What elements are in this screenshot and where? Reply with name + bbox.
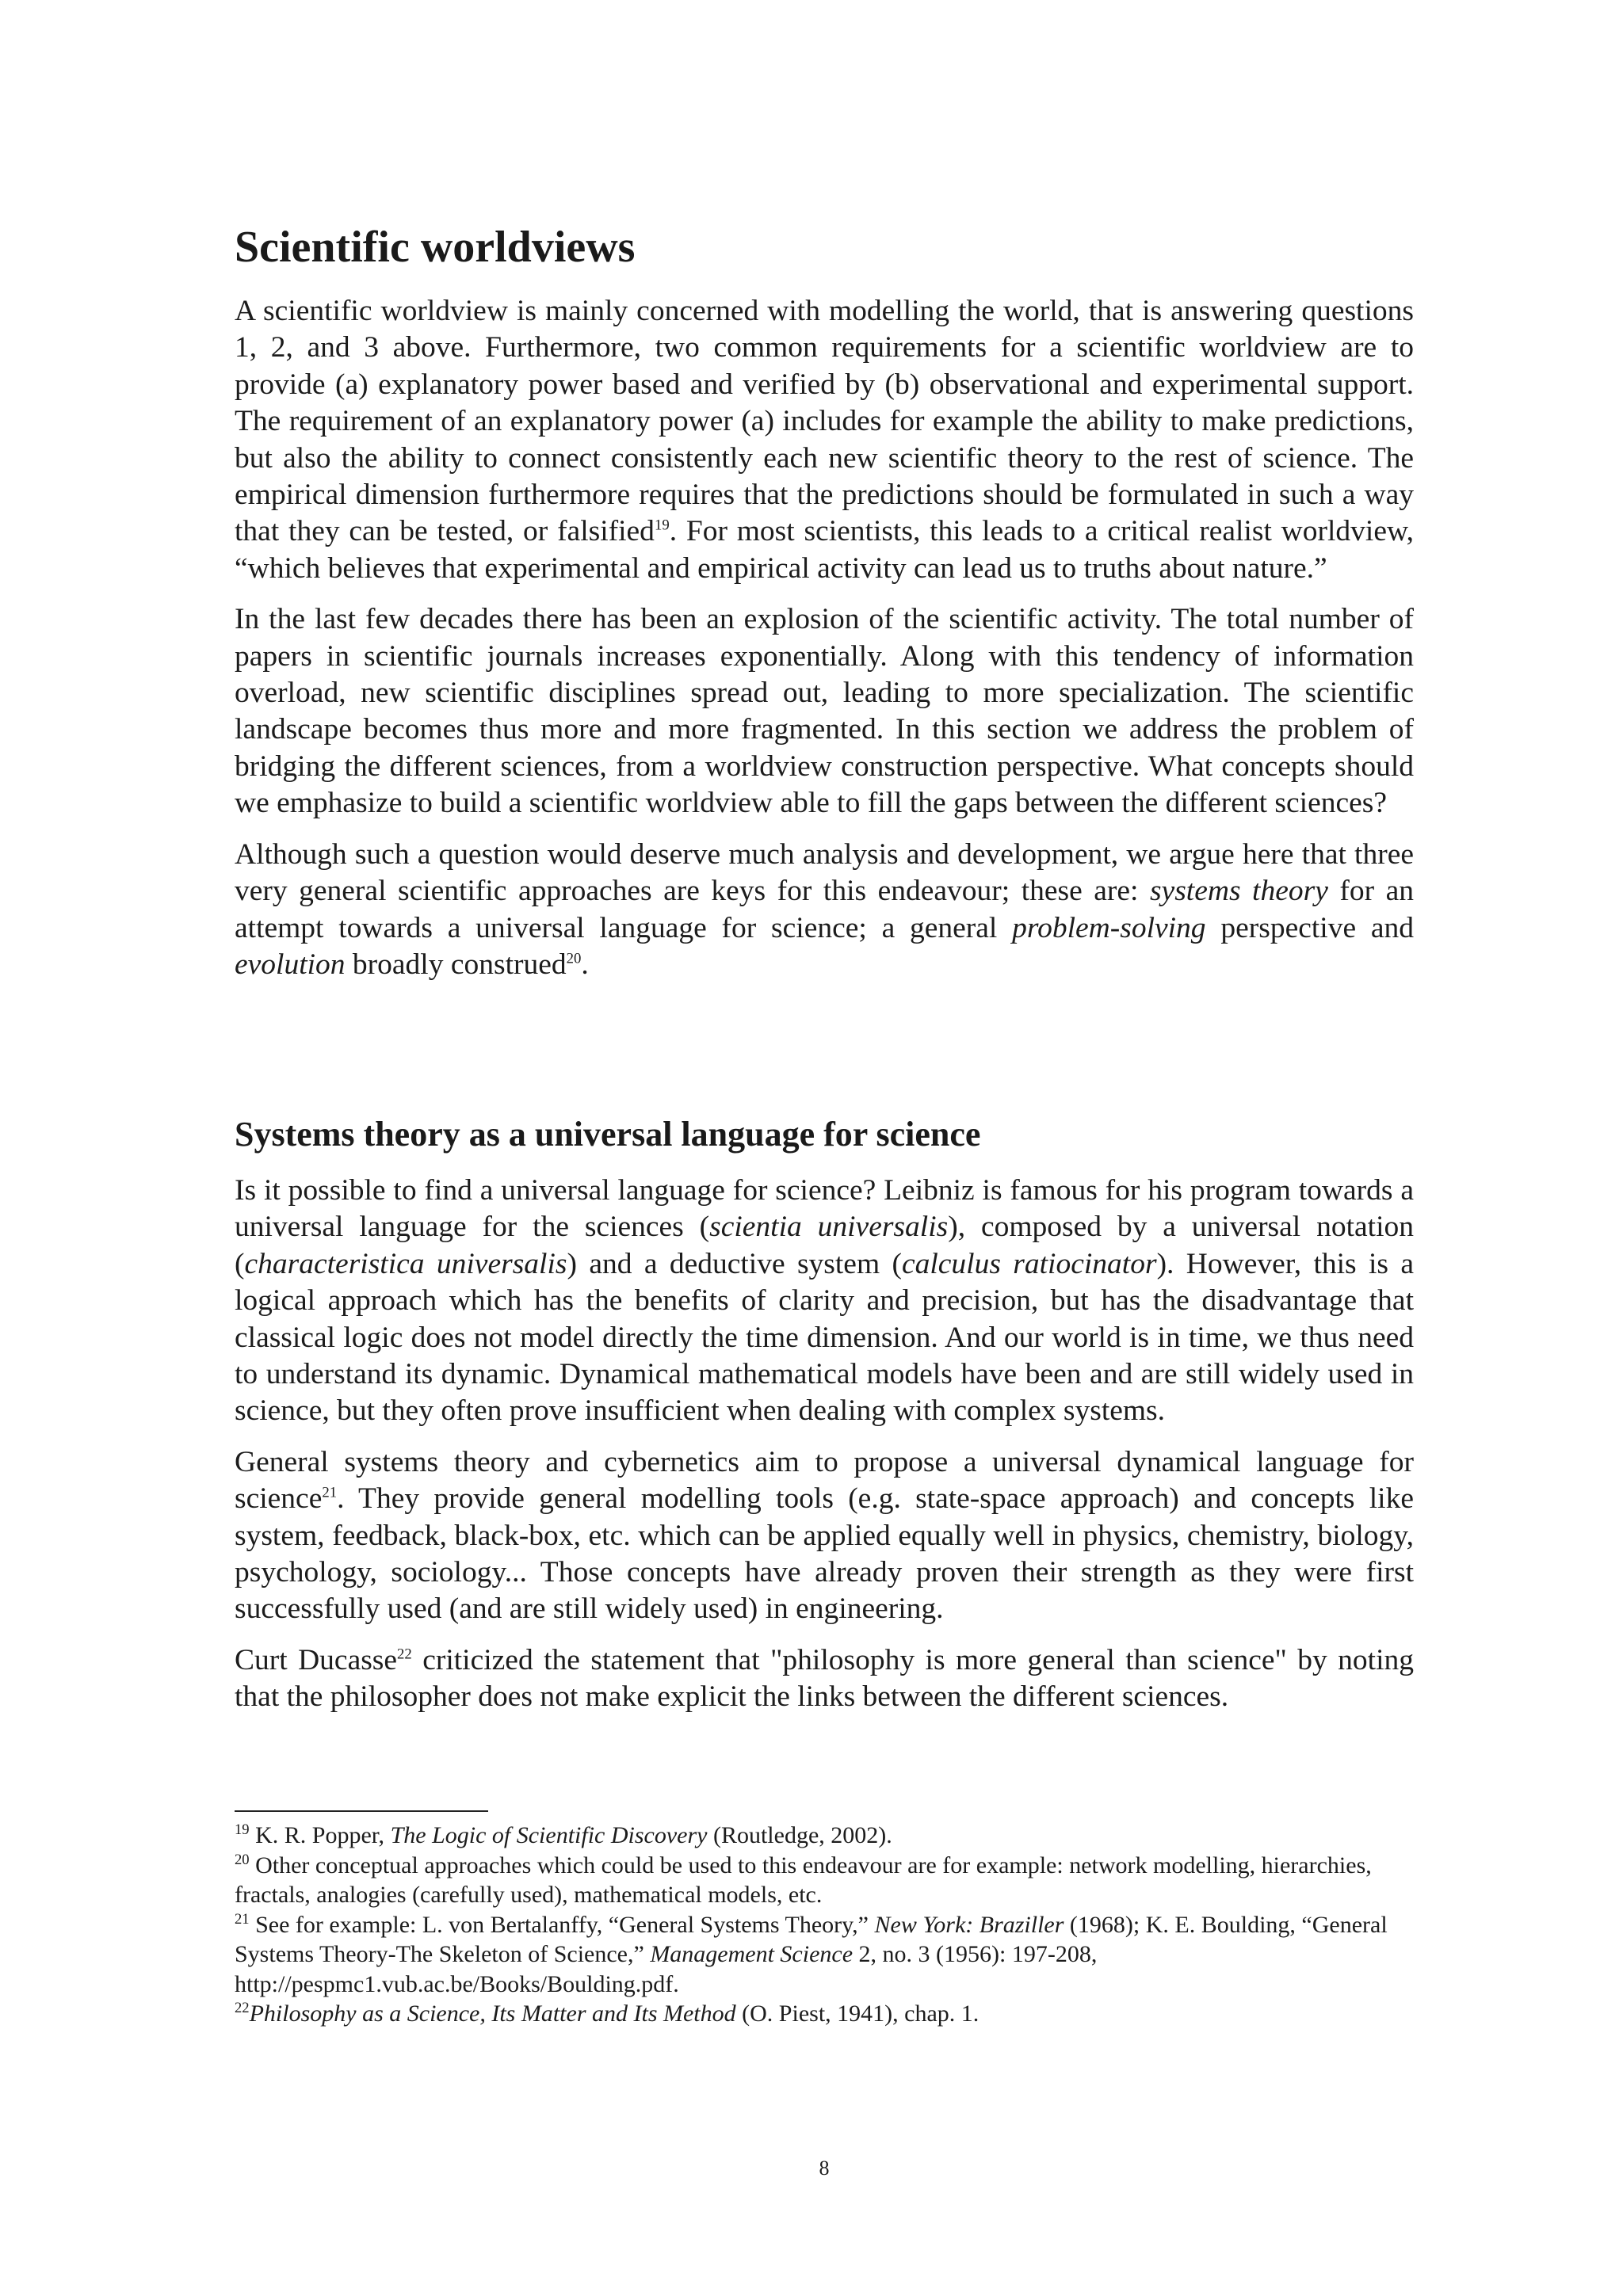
emphasis-evolution: evolution bbox=[235, 948, 346, 981]
footnote-number: 21 bbox=[235, 1910, 250, 1928]
emphasis-problem-solving: problem-solving bbox=[1012, 911, 1206, 944]
paragraph-text: Is it possible to find a universal language for science? Leibniz is famous for his program towards a universal language for the sciences ( bbox=[235, 1174, 1414, 1244]
paragraph-1 bbox=[235, 293, 1414, 587]
paragraph-text: broadly construed bbox=[345, 948, 567, 981]
footnote-20 bbox=[235, 1851, 1414, 1910]
paragraph-3 bbox=[235, 837, 1414, 984]
paragraph-text: Although such a question would deserve much analysis and development, we argue here that three very general scientific approaches are keys for this endeavour; these are: bbox=[235, 837, 1414, 908]
paragraph-4 bbox=[235, 1173, 1414, 1430]
footnote-text: (1968); K. E. Boulding, “General Systems Theory-The Skeleton of Science,” bbox=[235, 1911, 1388, 1967]
footnote-text: K. R. Popper, bbox=[249, 1822, 391, 1848]
paragraph-text: . For most scientists, this leads to a critical realist worldview, “which believes that experimental and empirical activity can lead us to truths about nature.” bbox=[235, 515, 1414, 585]
emphasis-systems-theory: systems theory bbox=[1149, 875, 1328, 908]
footnotes bbox=[235, 1821, 1414, 2029]
paragraph-text: for an attempt towards a universal language for science; a general bbox=[235, 875, 1415, 944]
footnote-number: 19 bbox=[235, 1821, 250, 1838]
paragraph-text: ). However, this is a logical approach which has the benefits of clarity and precision, but has the disadvantage that classical logic does not model directly the time dimension. And our world is in time, we thus need to understand its dynamic. Dynamical mathematical models have been and are still widely used in science, but they often prove insufficient when dealing with complex systems. bbox=[235, 1247, 1415, 1428]
paragraph-2: In the last few decades there has been an explosion of the scientific activity. The total number of papers in scientific journals increases exponentially. Along with this tendency of information overload, new scientific disciplines spread out, leading to more specialization. The scientific landscape becomes thus more and more fragmented. In this section we address the problem of bridging the different sciences, from a worldview construction perspective. What concepts should we emphasize to build a scientific worldview able to fill the gaps between the different sciences? bbox=[235, 603, 1414, 820]
paragraph-text: . bbox=[581, 948, 589, 981]
paragraph-6 bbox=[235, 1642, 1414, 1716]
page-number: 8 bbox=[819, 2157, 830, 2180]
footnote-separator bbox=[235, 1810, 488, 1812]
footnote-19 bbox=[235, 1821, 1414, 1851]
footnote-book-title: The Logic of Scientific Discovery bbox=[390, 1822, 708, 1848]
paragraph-text: . They provide general modelling tools (e.g. state-space approach) and concepts like system, feedback, black-box, etc. which can be applied equally well in physics, chemistry, biology, psychology, sociology... Those concepts have already proven their strength as they were first successfully used (and are still widely used) in engineering. bbox=[235, 1482, 1414, 1626]
paragraph-text: ), composed by a universal notation ( bbox=[235, 1211, 1414, 1280]
footnote-number: 20 bbox=[235, 1851, 250, 1868]
paragraph-text: A scientific worldview is mainly concerned with modelling the world, that is answering questions 1, 2, and 3 above. Furthermore, two common requirements for a scientific worldview are to provide (a) explanatory power based and verified by (b) observational and experimental support. The requirement of an explanatory power (a) includes for example the ability to make predictions, but also the ability to connect consistently each new scientific theory to the rest of science. The empirical dimension furthermore requires that the predictions should be formulated in such a way that they can be tested, or falsified bbox=[235, 295, 1414, 548]
footnote-journal: Management Science bbox=[650, 1941, 854, 1967]
footnote-21 bbox=[235, 1910, 1414, 2000]
section-scientific-worldviews bbox=[235, 293, 1414, 997]
paragraph-text: Curt Ducasse bbox=[235, 1643, 398, 1676]
paragraph-text: General systems theory and cybernetics aim to propose a universal dynamical language for science bbox=[235, 1445, 1414, 1516]
footnote-publisher: New York: Braziller bbox=[874, 1911, 1064, 1938]
footnote-ref-22[interactable]: 22 bbox=[397, 1646, 412, 1663]
footnote-number: 22 bbox=[235, 2000, 250, 2016]
paragraph-text: criticized the statement that "philosophy is more general than science" by noting that the philosopher does not make explicit the links between the different sciences. bbox=[235, 1643, 1414, 1714]
footnote-22 bbox=[235, 1999, 1414, 2029]
footnote-text: (Routledge, 2002). bbox=[707, 1822, 892, 1848]
section-systems-theory bbox=[235, 1173, 1414, 1730]
emphasis-scientia-universalis: scientia universalis bbox=[709, 1211, 949, 1244]
footnote-text: (O. Piest, 1941), chap. 1. bbox=[735, 2000, 980, 2027]
footnote-ref-19[interactable]: 19 bbox=[654, 517, 670, 534]
footnote-text: 2, no. 3 (1956): 197-208, http://pespmc1.vub.ac.be/Books/Boulding.pdf. bbox=[235, 1941, 1098, 1997]
paragraph-text: ) and a deductive system ( bbox=[567, 1247, 902, 1280]
page-title: Scientific worldviews bbox=[235, 223, 636, 272]
paragraph-text: perspective and bbox=[1205, 911, 1415, 944]
footnote-text: Other conceptual approaches which could be used to this endeavour are for example: network modelling, hierarchies, fractals, analogies (carefully used), mathematical models, etc. bbox=[235, 1852, 1372, 1908]
footnote-ref-21[interactable]: 21 bbox=[322, 1484, 338, 1501]
paragraph-5 bbox=[235, 1444, 1414, 1628]
footnote-text: See for example: L. von Bertalanffy, “General Systems Theory,” bbox=[249, 1911, 875, 1938]
section-heading: Systems theory as a universal language for science bbox=[235, 1115, 981, 1154]
emphasis-calculus-ratiocinator: calculus ratiocinator bbox=[901, 1247, 1157, 1280]
footnote-ref-20[interactable]: 20 bbox=[566, 950, 582, 967]
emphasis-characteristica-universalis: characteristica universalis bbox=[244, 1247, 567, 1280]
footnote-book-title: Philosophy as a Science, Its Matter and Its Method bbox=[249, 2000, 736, 2027]
